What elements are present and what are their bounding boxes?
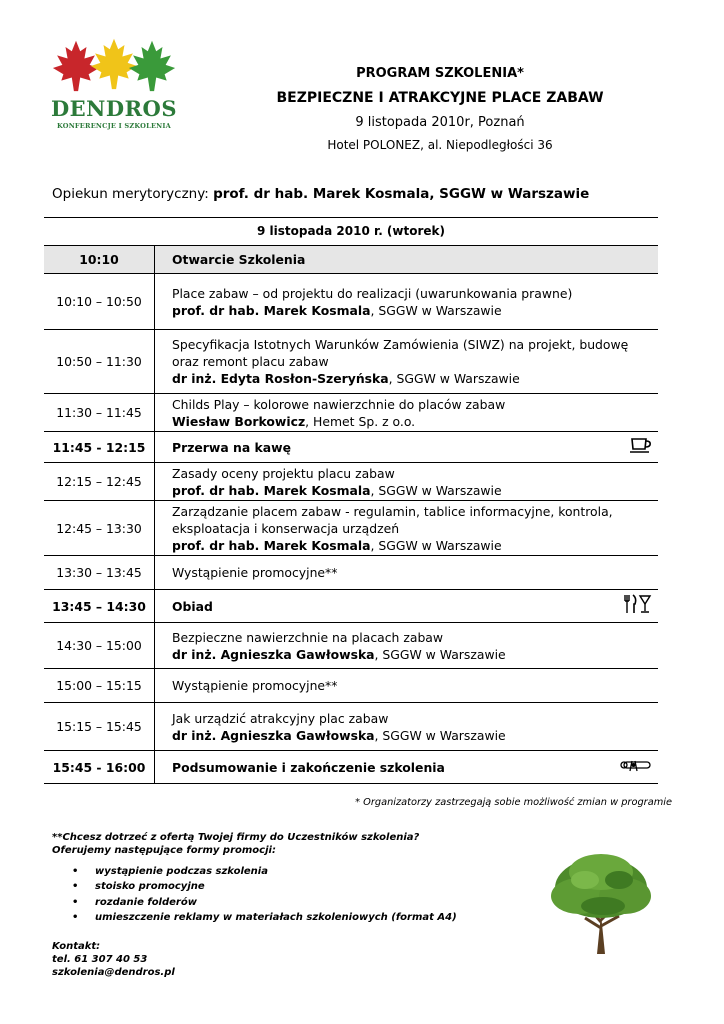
promo-item: • wystąpienie podczas szkolenia [52, 864, 457, 879]
promo-item: • rozdanie folderów [52, 895, 457, 910]
speaker-affiliation: , SGGW w Warszawie [370, 302, 502, 318]
session-content [155, 394, 658, 431]
supervisor-line [52, 186, 589, 202]
session-topic: Jak urządzić atrakcyjny plac zabaw [172, 710, 389, 726]
session-speaker [172, 537, 658, 554]
promo-offer: Oferujemy następujące formy promocji: [52, 845, 276, 856]
session-content [155, 751, 658, 783]
speaker-name: dr inż. Edyta Rosłon-Szeryńska [172, 371, 389, 386]
session-content [155, 501, 658, 555]
session-content [155, 463, 658, 500]
session-speaker [172, 370, 658, 387]
promo-item: • stoisko promocyjne [52, 879, 457, 894]
session-time: 11:45 - 12:15 [44, 432, 155, 462]
session-time: 12:45 – 13:30 [44, 501, 155, 555]
speaker-name: dr inż. Agnieszka Gawłowska [172, 646, 375, 662]
session-content [155, 669, 658, 702]
session-topic: Specyfikacja Istotnych Warunków Zamówienia (SIWZ) na projekt, budowę oraz remont placu zabaw [172, 337, 629, 369]
session-topic: Childs Play – kolorowe nawierzchnie do placów zabaw [172, 396, 506, 412]
event-date-place: 9 listopada 2010r, Poznań [355, 115, 525, 130]
session-content [155, 590, 658, 622]
session-topic: Zasady oceny projektu placu zabaw [172, 465, 395, 481]
schedule-row [44, 330, 658, 394]
schedule-row [44, 703, 658, 751]
schedule-row [44, 432, 658, 463]
diploma-scroll-icon [618, 757, 652, 777]
speaker-name: dr inż. Agnieszka Gawłowska [172, 727, 375, 743]
promo-list [52, 864, 457, 925]
program-heading: PROGRAM SZKOLENIA* [356, 66, 524, 81]
session-time: 10:50 – 11:30 [44, 330, 155, 393]
contact-email: szkolenia@dendros.pl [52, 967, 175, 978]
schedule-row [44, 623, 658, 669]
tree-icon [545, 850, 657, 956]
training-title: BEZPIECZNE I ATRAKCYJNE PLACE ZABAW [276, 90, 604, 106]
session-content [155, 432, 658, 462]
session-topic: Wystąpienie promocyjne** [172, 565, 338, 580]
schedule-table [44, 217, 658, 784]
promo-intro [52, 831, 419, 857]
cutlery-glass-icon [622, 594, 652, 618]
supervisor-label: Opiekun merytoryczny: [52, 186, 214, 202]
promo-question: **Chcesz dotrzeć z ofertą Twojej firmy do Uczestników szkolenia? [52, 832, 420, 843]
schedule-row [44, 669, 658, 703]
session-time: 10:10 – 10:50 [44, 274, 155, 329]
schedule-row [44, 590, 658, 623]
session-content [155, 330, 658, 393]
contact-label: Kontakt: [52, 941, 101, 952]
schedule-row [44, 751, 658, 784]
session-content [155, 246, 658, 273]
maple-leaves-icon [50, 38, 178, 98]
schedule-row [44, 501, 658, 556]
session-content [155, 274, 658, 329]
contact-block [52, 940, 175, 979]
schedule-row [44, 246, 658, 274]
speaker-name: prof. dr hab. Marek Kosmala [172, 537, 371, 553]
speaker-name: prof. dr hab. Marek Kosmala [172, 482, 371, 498]
speaker-name: Wiesław Borkowicz [172, 413, 306, 429]
schedule-row [44, 394, 658, 432]
schedule-row [44, 556, 658, 590]
session-time: 15:15 – 15:45 [44, 703, 155, 750]
event-venue: Hotel POLONEZ, al. Niepodległości 36 [327, 138, 553, 152]
session-speaker [172, 413, 658, 430]
session-speaker [172, 727, 658, 744]
session-title: Obiad [172, 598, 213, 614]
session-content [155, 623, 658, 668]
session-speaker [172, 302, 658, 319]
schedule-row [44, 274, 658, 330]
speaker-affiliation: , SGGW w Warszawie [370, 537, 502, 553]
logo-subtitle: KONFERENCJE I SZKOLENIA [57, 122, 171, 130]
session-time: 14:30 – 15:00 [44, 623, 155, 668]
session-time: 12:15 – 12:45 [44, 463, 155, 500]
session-time: 10:10 [44, 246, 155, 273]
session-title: Otwarcie Szkolenia [172, 252, 306, 267]
session-time: 13:30 – 13:45 [44, 556, 155, 589]
contact-phone: tel. 61 307 40 53 [52, 954, 148, 965]
session-content [155, 556, 658, 589]
session-topic: Place zabaw – od projektu do realizacji (uwarunkowania prawne) [172, 285, 573, 301]
session-time: 11:30 – 11:45 [44, 394, 155, 431]
supervisor-name: prof. dr hab. Marek Kosmala, SGGW w Warszawie [213, 186, 590, 202]
session-topic: Bezpieczne nawierzchnie na placach zabaw [172, 629, 444, 645]
promo-item: • umieszczenie reklamy w materiałach szkoleniowych (format A4) [52, 910, 457, 925]
session-time: 15:45 - 16:00 [44, 751, 155, 783]
speaker-name: prof. dr hab. Marek Kosmala [172, 302, 371, 318]
session-topic: Wystąpienie promocyjne** [172, 678, 338, 693]
speaker-affiliation: , SGGW w Warszawie [374, 646, 506, 662]
schedule-day-header: 9 listopada 2010 r. (wtorek) [44, 218, 658, 246]
session-title: Podsumowanie i zakończenie szkolenia [172, 759, 445, 775]
session-topic: Zarządzanie placem zabaw - regulamin, tablice informacyjne, kontrola, eksploatacja i konserwacja urządzeń [172, 503, 613, 536]
dendros-logo [50, 38, 178, 133]
logo-name: DENDROS [50, 96, 178, 121]
speaker-affiliation: , SGGW w Warszawie [374, 727, 506, 743]
speaker-affiliation: , Hemet Sp. z o.o. [305, 413, 416, 429]
speaker-affiliation: , SGGW w Warszawie [388, 371, 520, 386]
program-change-note: * Organizatorzy zastrzegają sobie możliwość zmian w programie [355, 797, 672, 808]
session-time: 13:45 – 14:30 [44, 590, 155, 622]
session-title: Przerwa na kawę [172, 439, 291, 455]
schedule-row [44, 463, 658, 501]
session-time: 15:00 – 15:15 [44, 669, 155, 702]
speaker-affiliation: , SGGW w Warszawie [370, 482, 502, 498]
session-speaker [172, 482, 658, 499]
session-speaker [172, 646, 658, 663]
session-content [155, 703, 658, 750]
coffee-cup-icon [630, 436, 652, 458]
